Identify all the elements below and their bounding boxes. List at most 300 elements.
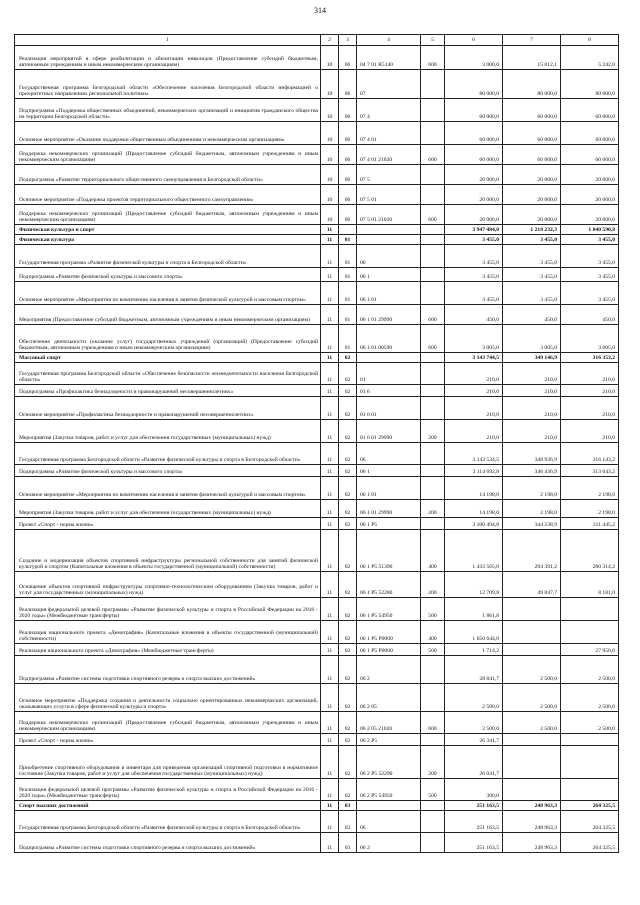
target-article-code: 01 6 01 29990 [357, 420, 421, 443]
table-row [15, 145, 619, 165]
column-header: 5 [421, 35, 445, 46]
item-name: Физическая культура и спорт [15, 225, 321, 235]
column-number-row [15, 35, 619, 46]
section-code: 11 [321, 734, 339, 746]
subsection-code: 06 [339, 70, 357, 99]
section-code: 11 [321, 518, 339, 530]
item-name: Проект «Спорт - норма жизни» [15, 734, 321, 746]
target-article-code: 07 4 01 21020 [357, 145, 421, 165]
expense-type-code [421, 656, 445, 684]
table-row [15, 70, 619, 99]
expense-type-code [421, 684, 445, 712]
section-code: 11 [321, 656, 339, 684]
amount-year-1: 2 500,0 [445, 712, 503, 734]
subsection-code: 02 [339, 443, 357, 465]
section-code: 11 [321, 420, 339, 443]
expense-type-code [421, 122, 445, 145]
section-code: 11 [321, 268, 339, 282]
section-code: 11 [321, 811, 339, 833]
amount-year-2: 349 146,9 [503, 353, 561, 363]
expense-type-code: 400 [421, 530, 445, 572]
table-row [15, 477, 619, 500]
subsection-code: 03 [339, 811, 357, 833]
amount-year-2: 60 000,0 [503, 99, 561, 122]
amount-year-3: 264 325,5 [561, 833, 619, 853]
expense-type-code: 500 [421, 779, 445, 801]
subsection-code: 02 [339, 530, 357, 572]
amount-year-2: 3 455,0 [503, 245, 561, 268]
target-article-code: 07 5 [357, 165, 421, 185]
amount-year-1: 3 143 534,5 [445, 443, 503, 465]
page-number: 314 [314, 6, 326, 15]
target-article-code: 06 2 05 21020 [357, 712, 421, 734]
amount-year-2: 2 198,0 [503, 500, 561, 518]
amount-year-3: 80 000,0 [561, 70, 619, 99]
item-name: Подпрограмма «Развитие системы подготовки спортивного резерва и спорта высших достижений» [15, 656, 321, 684]
table-row [15, 205, 619, 225]
subsection-code: 01 [339, 235, 357, 245]
expense-type-code [421, 99, 445, 122]
amount-year-3: 27 950,0 [561, 644, 619, 656]
expense-type-code: 400 [421, 621, 445, 644]
target-article-code: 06 1 01 [357, 477, 421, 500]
amount-year-1: 20 000,0 [445, 165, 503, 185]
section-code: 10 [321, 70, 339, 99]
table-row [15, 734, 619, 746]
amount-year-2: 60 000,0 [503, 122, 561, 145]
amount-year-1: 60 000,0 [445, 145, 503, 165]
subsection-code: 06 [339, 99, 357, 122]
expense-type-code: 500 [421, 644, 445, 656]
subsection-code: 02 [339, 656, 357, 684]
expense-type-code [421, 385, 445, 397]
amount-year-3: 2 500,0 [561, 656, 619, 684]
section-code: 11 [321, 225, 339, 235]
item-name: Спорт высших достижений [15, 801, 321, 811]
amount-year-2: 2 500,0 [503, 684, 561, 712]
subsection-code: 02 [339, 684, 357, 712]
expense-type-code [421, 353, 445, 363]
amount-year-2: 1 218 232,3 [503, 225, 561, 235]
amount-year-3: 3 455,0 [561, 268, 619, 282]
amount-year-2: 2 500,0 [503, 712, 561, 734]
subsection-code: 02 [339, 518, 357, 530]
target-article-code: 06 2 [357, 833, 421, 853]
subsection-code: 02 [339, 712, 357, 734]
amount-year-1: 210,0 [445, 385, 503, 397]
subsection-code: 02 [339, 500, 357, 518]
item-name: Создание и модернизация объектов спортивной инфраструктуры региональной собственности для занятий физической культурой и спортом (Капитальные вложения в объекты государственной (муниципальной) собственности) [15, 530, 321, 572]
amount-year-3: 264 325,5 [561, 801, 619, 811]
table-row [15, 245, 619, 268]
column-header: 4 [357, 35, 421, 46]
table-row [15, 746, 619, 779]
section-code: 11 [321, 530, 339, 572]
item-name: Государственная программа Белгородской области «Обеспечение безопасности жизнедеятельности населения Белгородской области» [15, 363, 321, 385]
amount-year-1: 251 163,5 [445, 811, 503, 833]
expense-type-code [421, 363, 445, 385]
target-article-code: 06 2 P5 [357, 734, 421, 746]
amount-year-1: 3 455,0 [445, 245, 503, 268]
section-code: 11 [321, 746, 339, 779]
item-name: Основное мероприятие «Мероприятия по вовлечению населения в занятия физической культурой и массовым спортом» [15, 282, 321, 305]
target-article-code: 01 6 01 [357, 397, 421, 420]
amount-year-3: 1 840 590,8 [561, 225, 619, 235]
amount-year-2: 60 000,0 [503, 145, 561, 165]
section-code: 10 [321, 99, 339, 122]
expense-type-code [421, 397, 445, 420]
amount-year-1: 3 114 692,8 [445, 465, 503, 477]
target-article-code [357, 235, 421, 245]
amount-year-1: 210,0 [445, 420, 503, 443]
target-article-code: 06 1 P5 51390 [357, 530, 421, 572]
budget-table [14, 34, 619, 853]
column-header: 7 [503, 35, 561, 46]
subsection-code: 06 [339, 122, 357, 145]
amount-year-1: 80 000,0 [445, 70, 503, 99]
subsection-code: 02 [339, 420, 357, 443]
amount-year-1: 26 341,7 [445, 734, 503, 746]
amount-year-2: 294 391,2 [503, 530, 561, 572]
item-name: Реализация федеральной целевой программы «Развитие физической культуры и спорта в Российской Федерации на 2016 - 2020 годы» (Межбюджетные трансферты) [15, 779, 321, 801]
target-article-code: 06 1 01 29990 [357, 500, 421, 518]
target-article-code [357, 801, 421, 811]
amount-year-3 [561, 734, 619, 746]
column-header: 6 [445, 35, 503, 46]
amount-year-3: 2 198,0 [561, 500, 619, 518]
amount-year-2: 210,0 [503, 420, 561, 443]
subsection-code: 03 [339, 801, 357, 811]
amount-year-1: 1 650 644,0 [445, 621, 503, 644]
amount-year-1: 3 100 494,8 [445, 518, 503, 530]
table-row [15, 811, 619, 833]
expense-type-code: 600 [421, 46, 445, 70]
target-article-code: 06 1 P5 [357, 518, 421, 530]
target-article-code: 06 [357, 245, 421, 268]
amount-year-1: 60 000,0 [445, 122, 503, 145]
expense-type-code [421, 443, 445, 465]
amount-year-3: 313 643,2 [561, 465, 619, 477]
amount-year-2 [503, 746, 561, 779]
amount-year-1: 300,0 [445, 779, 503, 801]
amount-year-2: 2 198,0 [503, 477, 561, 500]
subsection-code: 01 [339, 245, 357, 268]
section-code: 11 [321, 397, 339, 420]
amount-year-2 [503, 598, 561, 621]
amount-year-3: 20 000,0 [561, 185, 619, 205]
subsection-code: 01 [339, 268, 357, 282]
table-row [15, 644, 619, 656]
subsection-code: 02 [339, 746, 357, 779]
item-name: Мероприятия (Закупка товаров, работ и услуг для обеспечения государственных (муниципальных) нужд) [15, 500, 321, 518]
amount-year-1: 251 163,5 [445, 833, 503, 853]
amount-year-1: 251 163,5 [445, 801, 503, 811]
subsection-code: 02 [339, 353, 357, 363]
section-code: 10 [321, 185, 339, 205]
section-code: 11 [321, 235, 339, 245]
section-code: 11 [321, 500, 339, 518]
table-row [15, 656, 619, 684]
target-article-code: 06 1 [357, 268, 421, 282]
target-article-code: 07 4 01 [357, 122, 421, 145]
expense-type-code: 600 [421, 145, 445, 165]
amount-year-3: 8 181,0 [561, 572, 619, 598]
amount-year-1: 450,0 [445, 305, 503, 325]
section-code: 11 [321, 385, 339, 397]
amount-year-2: 344 238,9 [503, 518, 561, 530]
subsection-code: 06 [339, 46, 357, 70]
expense-type-code [421, 282, 445, 305]
target-article-code: 06 1 [357, 465, 421, 477]
target-article-code: 06 2 05 [357, 684, 421, 712]
section-code: 11 [321, 712, 339, 734]
amount-year-2: 450,0 [503, 305, 561, 325]
amount-year-2: 210,0 [503, 363, 561, 385]
section-code: 11 [321, 477, 339, 500]
expense-type-code [421, 734, 445, 746]
subsection-code: 02 [339, 598, 357, 621]
target-article-code: 06 [357, 443, 421, 465]
target-article-code: 07 5 01 21020 [357, 205, 421, 225]
amount-year-2 [503, 779, 561, 801]
amount-year-3: 60 000,0 [561, 122, 619, 145]
subsection-code: 02 [339, 477, 357, 500]
amount-year-2: 3 455,0 [503, 235, 561, 245]
subsection-code: 01 [339, 325, 357, 353]
amount-year-1: 26 041,7 [445, 746, 503, 779]
subsection-code: 02 [339, 363, 357, 385]
item-name: Основное мероприятие «Мероприятия по вовлечению населения в занятия физической культурой и массовым спортом» [15, 477, 321, 500]
expense-type-code [421, 185, 445, 205]
subsection-code: 06 [339, 165, 357, 185]
amount-year-2: 3 005,0 [503, 325, 561, 353]
target-article-code: 06 1 01 [357, 282, 421, 305]
amount-year-2: 20 000,0 [503, 185, 561, 205]
expense-type-code [421, 70, 445, 99]
table-row [15, 833, 619, 853]
item-name: Подпрограмма «Развитие территориального общественного самоуправления в Белгородской области» [15, 165, 321, 185]
amount-year-3: 264 325,5 [561, 811, 619, 833]
subsection-code: 02 [339, 397, 357, 420]
subsection-code: 01 [339, 305, 357, 325]
expense-type-code: 200 [421, 420, 445, 443]
amount-year-2: 248 963,3 [503, 811, 561, 833]
amount-year-3: 20 000,0 [561, 205, 619, 225]
target-article-code: 06 1 01 00590 [357, 325, 421, 353]
amount-year-1: 3 143 744,5 [445, 353, 503, 363]
target-article-code: 06 [357, 811, 421, 833]
target-article-code: 06 2 P5 52290 [357, 746, 421, 779]
target-article-code: 06 2 P5 54950 [357, 779, 421, 801]
amount-year-2: 20 000,0 [503, 205, 561, 225]
amount-year-3: 210,0 [561, 385, 619, 397]
amount-year-3: 2 500,0 [561, 712, 619, 734]
expense-type-code [421, 518, 445, 530]
section-code: 11 [321, 684, 339, 712]
table-row [15, 268, 619, 282]
section-code: 10 [321, 122, 339, 145]
section-code: 11 [321, 801, 339, 811]
section-code: 10 [321, 165, 339, 185]
item-name: Обеспечение деятельности (оказание услуг) государственных учреждений (организаций) (Предоставление субсидий бюджетным, автономным учреждениям и иным некоммерческим организациям) [15, 325, 321, 353]
target-article-code: 06 1 P5 52280 [357, 572, 421, 598]
table-row [15, 235, 619, 245]
item-name: Мероприятия (Предоставление субсидий бюджетным, автономным учреждениям и иным некоммерческим организациям) [15, 305, 321, 325]
amount-year-3: 2 500,0 [561, 684, 619, 712]
target-article-code: 07 [357, 70, 421, 99]
table-row [15, 530, 619, 572]
target-article-code: 06 1 P5 54950 [357, 598, 421, 621]
amount-year-1: 20 000,0 [445, 185, 503, 205]
amount-year-3: 60 000,0 [561, 99, 619, 122]
table-row [15, 99, 619, 122]
amount-year-1: 12 709,8 [445, 572, 503, 598]
section-code: 11 [321, 363, 339, 385]
amount-year-2: 20 000,0 [503, 165, 561, 185]
amount-year-3: 5 242,0 [561, 46, 619, 70]
target-article-code: 01 [357, 363, 421, 385]
section-code: 11 [321, 779, 339, 801]
amount-year-1: 3 005,0 [445, 325, 503, 353]
subsection-code: 02 [339, 385, 357, 397]
section-code: 11 [321, 325, 339, 353]
expense-type-code: 200 [421, 746, 445, 779]
expense-type-code [421, 235, 445, 245]
expense-type-code [421, 268, 445, 282]
amount-year-1: 3 455,0 [445, 282, 503, 305]
amount-year-1: 1 433 565,0 [445, 530, 503, 572]
amount-year-1: 3 000,0 [445, 46, 503, 70]
amount-year-2: 15 012,1 [503, 46, 561, 70]
section-code: 11 [321, 353, 339, 363]
table-row [15, 572, 619, 598]
expense-type-code: 500 [421, 598, 445, 621]
expense-type-code [421, 245, 445, 268]
section-code: 11 [321, 833, 339, 853]
section-code: 11 [321, 245, 339, 268]
amount-year-1: 20 000,0 [445, 205, 503, 225]
table-body [15, 46, 619, 853]
target-article-code: 04 7 01 R5140 [357, 46, 421, 70]
subsection-code: 06 [339, 205, 357, 225]
section-code: 11 [321, 465, 339, 477]
amount-year-3: 2 198,0 [561, 477, 619, 500]
subsection-code [339, 225, 357, 235]
item-name: Реализация национального проекта «Демография» (Межбюджетные трансферты) [15, 644, 321, 656]
subsection-code: 01 [339, 282, 357, 305]
expense-type-code: 600 [421, 305, 445, 325]
item-name: Подпрограмма «Поддержка общественных объединений, некоммерческих организаций и инициатив гражданского общества на территории Белгородской области» [15, 99, 321, 122]
item-name: Основное мероприятие «Поддержка создания и деятельности социально ориентированных некоммерческих организаций, оказывающих услуги в сфере физической культуры и спорта» [15, 684, 321, 712]
item-name: Реализация федеральной целевой программы «Развитие физической культуры и спорта в Российской Федерации на 2016 - 2020 годы» (Межбюджетные трансферты) [15, 598, 321, 621]
table-row [15, 465, 619, 477]
amount-year-3 [561, 779, 619, 801]
item-name: Массовый спорт [15, 353, 321, 363]
expense-type-code [421, 465, 445, 477]
section-code: 11 [321, 644, 339, 656]
subsection-code: 06 [339, 185, 357, 205]
subsection-code: 02 [339, 572, 357, 598]
item-name: Проект «Спорт - норма жизни» [15, 518, 321, 530]
amount-year-1: 3 947 484,0 [445, 225, 503, 235]
item-name: Подпрограмма «Развитие физической культуры и массового спорта» [15, 465, 321, 477]
amount-year-1: 3 455,0 [445, 235, 503, 245]
expense-type-code [421, 165, 445, 185]
expense-type-code: 200 [421, 500, 445, 518]
item-name: Государственная программа «Развитие физической культуры и спорта в Белгородской области» [15, 245, 321, 268]
table-row [15, 443, 619, 465]
amount-year-2 [503, 621, 561, 644]
table-row [15, 385, 619, 397]
target-article-code: 07 5 01 [357, 185, 421, 205]
table-row [15, 500, 619, 518]
amount-year-2: 3 455,0 [503, 282, 561, 305]
item-name: Государственная программа Белгородской области «Развитие физической культуры и спорта в Белгородской области» [15, 443, 321, 465]
section-code: 11 [321, 621, 339, 644]
table-row [15, 518, 619, 530]
expense-type-code [421, 801, 445, 811]
item-name: Реализация мероприятий в сфере реабилитации и абилитации инвалидов (Предоставление субсидий бюджетным, автономным учреждениям и иным некоммерческим организациям) [15, 46, 321, 70]
item-name: Мероприятия (Закупка товаров, работ и услуг для обеспечения государственных (муниципальных) нужд) [15, 420, 321, 443]
amount-year-1: 2 500,0 [445, 684, 503, 712]
table-row [15, 598, 619, 621]
table-row [15, 225, 619, 235]
amount-year-3: 210,0 [561, 397, 619, 420]
table-row [15, 397, 619, 420]
item-name: Физическая культура [15, 235, 321, 245]
table-row [15, 165, 619, 185]
target-article-code: 01 6 [357, 385, 421, 397]
item-name: Подпрограмма «Профилактика безнадзорности и правонарушений несовершеннолетних» [15, 385, 321, 397]
section-code: 11 [321, 443, 339, 465]
amount-year-1: 210,0 [445, 363, 503, 385]
table-row [15, 185, 619, 205]
subsection-code: 02 [339, 734, 357, 746]
amount-year-1: 1 861,8 [445, 598, 503, 621]
amount-year-3: 3 455,0 [561, 235, 619, 245]
item-name: Реализация национального проекта «Демография» (Капитальные вложения в объекты государственной (муниципальной) собственности) [15, 621, 321, 644]
table-row [15, 122, 619, 145]
target-article-code [357, 353, 421, 363]
table-row [15, 420, 619, 443]
amount-year-2 [503, 734, 561, 746]
amount-year-3 [561, 621, 619, 644]
table-row [15, 353, 619, 363]
section-code: 11 [321, 305, 339, 325]
table-row [15, 46, 619, 70]
table-row [15, 282, 619, 305]
column-header: 2 [321, 35, 339, 46]
amount-year-2: 49 847,7 [503, 572, 561, 598]
amount-year-2: 348 936,9 [503, 443, 561, 465]
item-name: Подпрограмма «Развитие физической культуры и массового спорта» [15, 268, 321, 282]
amount-year-3 [561, 746, 619, 779]
subsection-code: 02 [339, 779, 357, 801]
item-name: Поддержка некоммерческих организаций (Предоставление субсидий бюджетным, автономным учреждениям и иным некоммерческим организациям) [15, 712, 321, 734]
target-article-code: 06 1 P5 Р0000 [357, 621, 421, 644]
subsection-code: 06 [339, 145, 357, 165]
amount-year-1: 1 714,2 [445, 644, 503, 656]
amount-year-3: 210,0 [561, 420, 619, 443]
item-name: Основное мероприятие «Профилактика безнадзорности и правонарушений несовершеннолетних» [15, 397, 321, 420]
expense-type-code [421, 833, 445, 853]
amount-year-2: 248 963,3 [503, 833, 561, 853]
expense-type-code [421, 811, 445, 833]
table-row [15, 621, 619, 644]
amount-year-2 [503, 644, 561, 656]
subsection-code: 02 [339, 621, 357, 644]
section-code: 11 [321, 598, 339, 621]
